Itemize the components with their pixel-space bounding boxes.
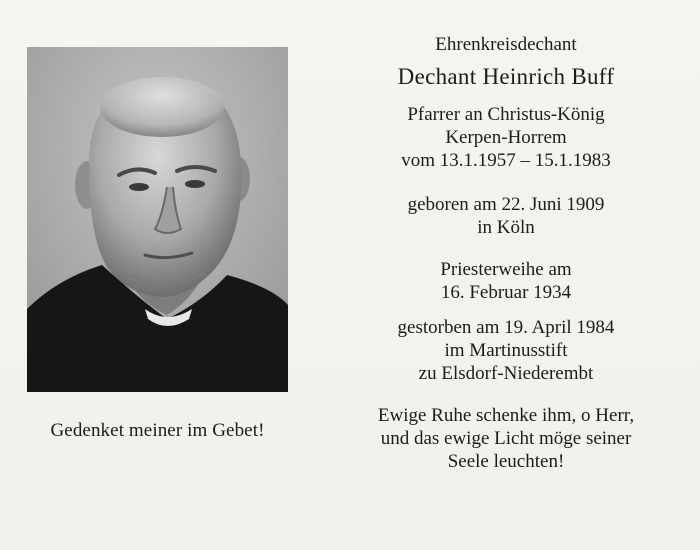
tenure-line: vom 13.1.1957 – 15.1.1983 (401, 150, 611, 171)
ordination-label-line: Priesterweihe am (440, 259, 572, 280)
portrait-photo (27, 47, 288, 392)
ordination-block (343, 258, 669, 304)
death-town-line: zu Elsdorf-Niederembt (418, 363, 594, 384)
office-line: Pfarrer an Christus-König (407, 104, 605, 125)
prayer-line-3: Seele leuchten! (447, 451, 565, 472)
prayer-block (343, 404, 669, 473)
prayer-request: Gedenket meiner im Gebet! (50, 420, 265, 441)
honorary-title: Ehrenkreisdechant (435, 34, 577, 55)
prayer-line-2: und das ewige Licht möge seiner (380, 428, 632, 449)
birth-date-line: geboren am 22. Juni 1909 (407, 194, 605, 215)
office-block (343, 103, 669, 172)
birth-place-line: in Köln (477, 217, 535, 238)
parish-line: Kerpen-Horrem (445, 127, 567, 148)
deceased-name: Dechant Heinrich Buff (397, 64, 615, 89)
birth-block (343, 193, 669, 239)
prayer-line-1: Ewige Ruhe schenke ihm, o Herr, (377, 405, 635, 426)
death-place-line: im Martinusstift (444, 340, 568, 361)
death-date-line: gestorben am 19. April 1984 (397, 317, 615, 338)
ordination-date-line: 16. Februar 1934 (440, 282, 572, 303)
death-block (343, 316, 669, 385)
